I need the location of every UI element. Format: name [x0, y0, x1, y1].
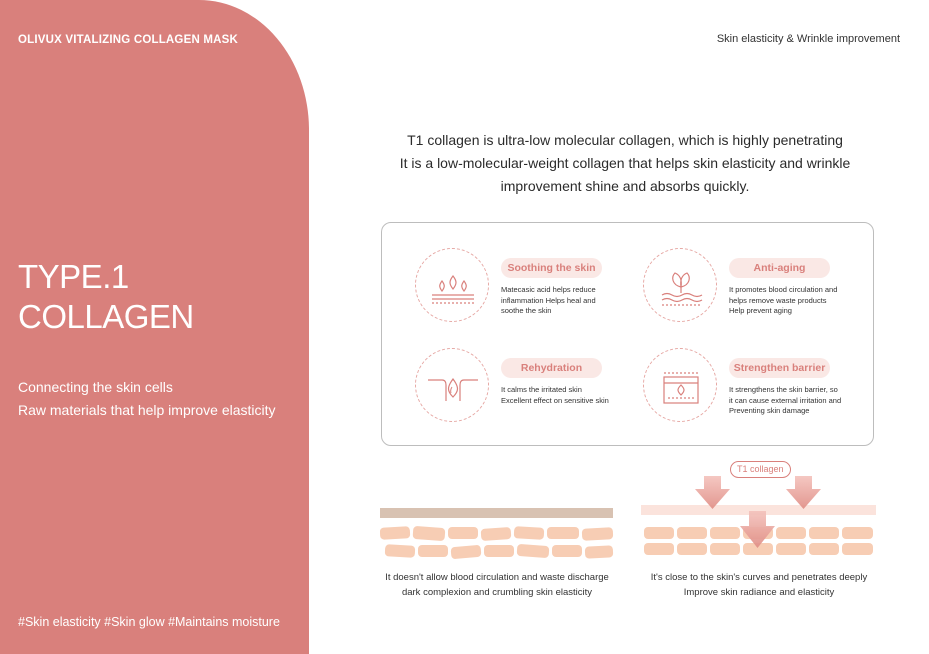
benefit-desc [729, 385, 874, 417]
type-title [18, 257, 194, 337]
type-title-line2: COLLAGEN [18, 298, 194, 335]
healthy-skin-illustration [641, 476, 877, 562]
benefit-desc [501, 385, 646, 406]
penetration-arrow-icon [786, 476, 821, 509]
benefit-desc-line: it can cause external irritation and [729, 395, 842, 405]
desc-line1: Connecting the skin cells [18, 379, 173, 395]
intro-line2: It is a low-molecular-weight collagen that helps skin elasticity and wrinkle [399, 155, 851, 171]
right-caption [639, 570, 879, 600]
intro-line3: improvement shine and absorbs quickly. [500, 178, 750, 194]
type-title-line1: TYPE.1 [18, 258, 129, 295]
benefit-desc-line: Excellent effect on sensitive skin [501, 395, 609, 405]
header-tagline: Skin elasticity & Wrinkle improvement [716, 33, 900, 45]
left-caption [377, 570, 617, 600]
right-caption-line1: It's close to the skin's curves and penetrates deeply [650, 572, 868, 583]
benefit-title: Rehydration [501, 358, 602, 378]
droplets-icon [415, 248, 489, 322]
left-panel [0, 0, 309, 654]
benefit-desc-line: Help prevent aging [729, 306, 792, 315]
benefit-desc-line: helps remove waste products [729, 295, 827, 305]
desc-line2: Raw materials that help improve elasticity [18, 402, 276, 418]
benefit-title: Strengthen barrier [729, 358, 830, 378]
leaf-icon [643, 248, 717, 322]
left-caption-line2: dark complexion and crumbling skin elasticity [401, 587, 593, 598]
drop-absorb-icon [415, 348, 489, 422]
benefit-box [381, 222, 874, 446]
brand-name: OLIVUX VITALIZING COLLAGEN MASK [18, 34, 239, 46]
benefit-desc-line: It strengthens the skin barrier, so [729, 385, 838, 394]
benefit-title: Soothing the skin [501, 258, 602, 278]
left-caption-line1: It doesn't allow blood circulation and waste discharge [385, 572, 609, 583]
benefit-desc-line: It promotes blood circulation and [729, 285, 838, 294]
benefit-desc [501, 285, 646, 317]
left-description [18, 376, 276, 422]
benefit-desc-line: Preventing skin damage [729, 406, 810, 415]
dry-surface-layer [380, 508, 613, 518]
benefit-title: Anti-aging [729, 258, 830, 278]
benefit-strengthen-barrier [643, 348, 873, 428]
benefit-desc-line: Matecasic acid helps reduce [501, 285, 596, 294]
benefit-desc-line: soothe the skin [501, 306, 552, 315]
benefit-desc-line: inflammation Helps heal and [501, 295, 596, 305]
penetration-arrow-icon [695, 476, 730, 509]
intro-text [365, 129, 885, 198]
intro-line1: T1 collagen is ultra-low molecular collagen, which is highly penetrating [407, 132, 843, 148]
dull-skin-illustration [380, 505, 614, 561]
hashtags: #Skin elasticity #Skin glow #Maintains moisture [18, 615, 280, 629]
benefit-desc-line: It calms the irritated skin [501, 385, 582, 394]
benefit-anti-aging [643, 248, 873, 328]
right-caption-line2: Improve skin radiance and elasticity [683, 587, 835, 598]
barrier-icon [643, 348, 717, 422]
benefit-soothing [415, 248, 645, 328]
benefit-rehydration [415, 348, 645, 428]
benefit-desc [729, 285, 874, 317]
penetration-arrow-icon [740, 511, 775, 548]
t1-collagen-tag: T1 collagen [730, 461, 791, 478]
